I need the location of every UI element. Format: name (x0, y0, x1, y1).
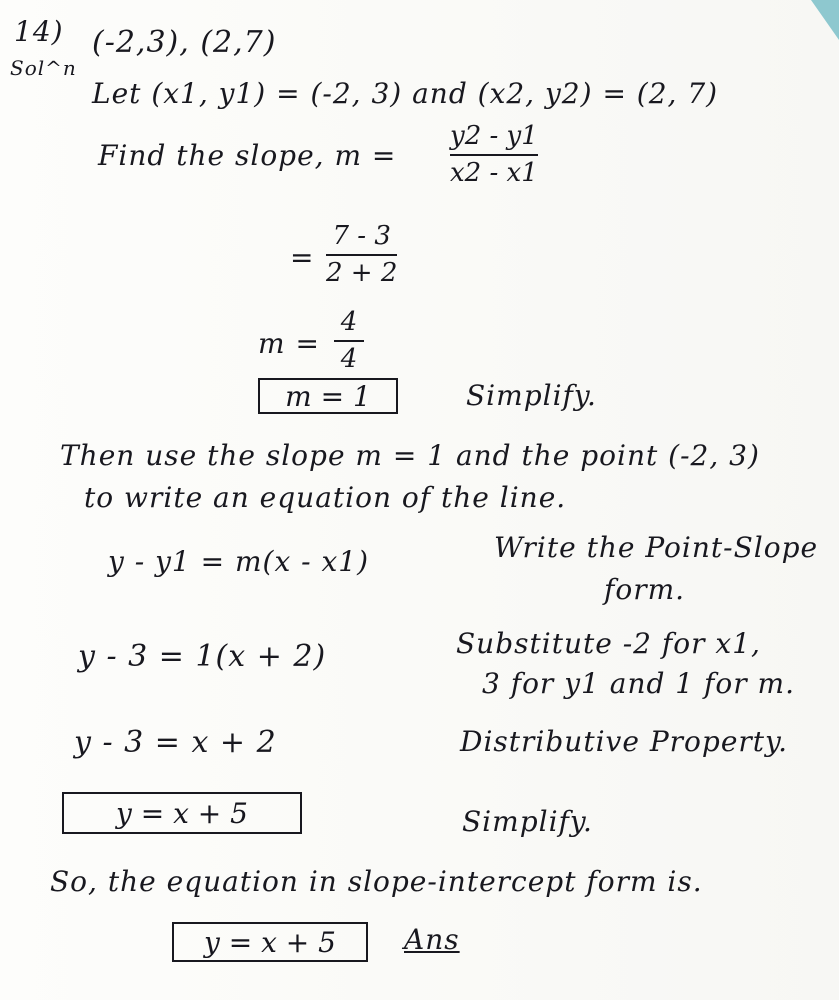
substituted-equation: y - 3 = 1(x + 2) (78, 639, 327, 674)
m-equals: m = (258, 327, 320, 360)
point-slope-note-line-1: Write the Point-Slope (494, 531, 819, 564)
given-points: (-2,3), (2,7) (92, 25, 277, 60)
distributed-equation: y - 3 = x + 2 (74, 725, 277, 760)
fraction-bar (334, 340, 364, 342)
distributive-note: Distributive Property. (460, 725, 789, 758)
final-answer: y = x + 5 (204, 925, 336, 959)
slope-formula-fraction (450, 122, 538, 187)
m-numerator: 4 (340, 307, 358, 337)
answer-label: Ans (404, 923, 460, 956)
substituted-numerator: 7 - 3 (332, 221, 391, 251)
result-equation: y = x + 5 (116, 796, 248, 830)
result-box (62, 792, 302, 834)
find-slope-text: Find the slope, m = (98, 139, 397, 172)
fraction-bar (450, 154, 538, 156)
substituted-fraction (326, 222, 397, 287)
to-write-text: to write an equation of the line. (84, 481, 567, 514)
substituted-denominator: 2 + 2 (326, 257, 398, 288)
fraction-bar (326, 254, 397, 256)
substitute-note-line-1: Substitute -2 for x1, (456, 627, 761, 660)
then-use-text: Then use the slope m = 1 and the point (-2, 3) (60, 439, 760, 472)
m-fraction (334, 308, 364, 373)
solution-label: Sol^n (10, 56, 77, 80)
slope-formula-numerator: y2 - y1 (450, 121, 538, 151)
slope-formula-denominator: x2 - x1 (450, 157, 538, 188)
let-statement: Let (x1, y1) = (-2, 3) and (x2, y2) = (2, 7) (92, 77, 719, 110)
m-denominator: 4 (340, 343, 358, 374)
slope-result: m = 1 (285, 379, 371, 413)
substitute-note-line-2: 3 for y1 and 1 for m. (482, 667, 795, 700)
slope-result-box (258, 378, 398, 414)
problem-number: 14) (14, 15, 64, 48)
equals-sign: = (290, 241, 315, 274)
simplify-note-1: Simplify. (466, 379, 597, 412)
point-slope-note-line-2: form. (604, 573, 686, 606)
conclusion-text: So, the equation in slope-intercept form is. (50, 865, 703, 898)
simplify-note-2: Simplify. (462, 805, 593, 838)
point-slope-equation: y - y1 = m(x - x1) (108, 545, 370, 578)
final-answer-box (172, 922, 368, 962)
